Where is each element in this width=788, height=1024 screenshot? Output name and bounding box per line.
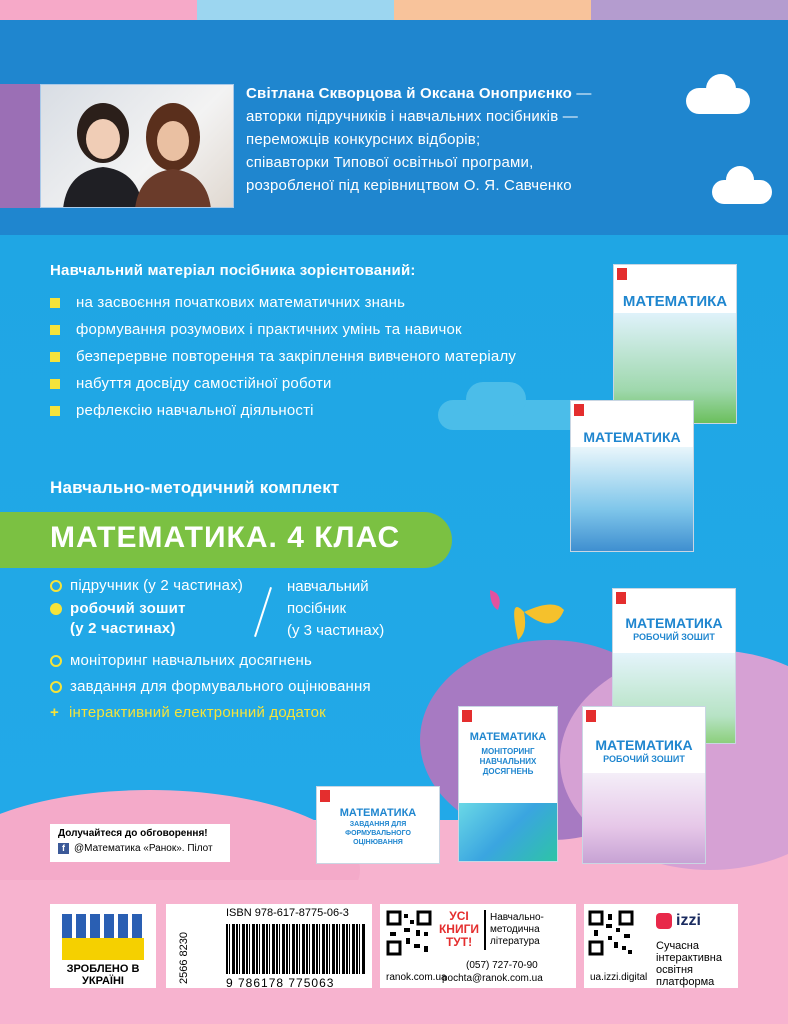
kit-note-line: навчальний bbox=[287, 578, 369, 595]
kit-title: Навчально-методичний комплект bbox=[50, 478, 340, 497]
accent-bar bbox=[0, 84, 40, 208]
izzi-logo-text: izzi bbox=[676, 912, 701, 929]
kit-item-current bbox=[50, 599, 186, 639]
book-subtitle: РОБОЧИЙ ЗОШИТ bbox=[603, 754, 685, 764]
author-names: Світлана Скворцова й Оксана Оноприєнко bbox=[246, 85, 572, 102]
author-dash: — bbox=[571, 85, 592, 102]
ring-bullet-icon bbox=[50, 681, 62, 693]
kit-item-text: робочий зошит bbox=[70, 600, 186, 617]
book-subtitle: МОНІТОРИНГ НАВЧАЛЬНИХ ДОСЯГНЕНЬ bbox=[479, 747, 537, 776]
barcode-number: 9 786178 775063 bbox=[226, 976, 335, 990]
bullet-square-icon bbox=[50, 298, 60, 308]
kit-item bbox=[50, 677, 371, 697]
feature-item bbox=[50, 294, 405, 311]
publisher-logo bbox=[320, 790, 330, 802]
kit-item-text: моніторинг навчальних досягнень bbox=[70, 652, 313, 669]
publisher-logo bbox=[462, 710, 472, 722]
feature-item bbox=[50, 321, 462, 338]
author-line: розробленої під керівництвом О. Я. Савченко bbox=[246, 177, 572, 194]
qr-code-icon[interactable] bbox=[588, 910, 634, 956]
feature-text: набуття досвіду самостійної роботи bbox=[76, 375, 332, 392]
book-title: МАТЕМАТИКА bbox=[595, 737, 693, 753]
qr-code-icon[interactable] bbox=[386, 910, 432, 956]
izzi-logo bbox=[656, 912, 701, 930]
bullet-square-icon bbox=[50, 325, 60, 335]
feature-item bbox=[50, 348, 516, 365]
book-title: МАТЕМАТИКА bbox=[583, 429, 681, 445]
book-title: МАТЕМАТИКА bbox=[625, 615, 723, 631]
book-cover-assessment bbox=[316, 786, 440, 864]
kit-item bbox=[50, 576, 243, 596]
author-line: переможців конкурсних відборів; bbox=[246, 131, 481, 148]
bullet-square-icon bbox=[50, 352, 60, 362]
barcode bbox=[226, 924, 366, 974]
publisher-email[interactable]: pochta@ranok.com.ua bbox=[442, 973, 543, 984]
author-line: авторки підручників і навчальних посібників — bbox=[246, 108, 578, 125]
publisher-phone: (057) 727-70-90 bbox=[466, 960, 538, 971]
features-title: Навчальний матеріал посібника зорієнтований: bbox=[50, 262, 416, 279]
kit-item bbox=[50, 651, 312, 671]
publisher-logo bbox=[586, 710, 596, 722]
izzi-site[interactable]: ua.izzi.digital bbox=[590, 972, 648, 983]
author-line: співавторки Типової освітньої програми, bbox=[246, 154, 534, 171]
bullet-square-icon bbox=[50, 379, 60, 389]
social-handle[interactable]: @Математика «Ранок». Пілот bbox=[74, 843, 213, 854]
bullet-square-icon bbox=[50, 406, 60, 416]
publisher-type: Навчально-методична література bbox=[490, 912, 544, 947]
feature-item bbox=[50, 375, 332, 392]
kit-item-text: підручник (у 2 частинах) bbox=[70, 577, 244, 594]
color-strip-3 bbox=[394, 0, 591, 20]
book-title: МАТЕМАТИКА bbox=[469, 731, 547, 743]
barcode-side-number: 2566 8230 bbox=[178, 932, 190, 984]
ukraine-flag-icon bbox=[62, 914, 144, 960]
book-subtitle: РОБОЧИЙ ЗОШИТ bbox=[633, 632, 715, 642]
made-in-ukraine-label: ЗРОБЛЕНО В УКРАЇНІ bbox=[66, 963, 140, 987]
promo-divider bbox=[484, 910, 486, 950]
feature-text: рефлексію навчальної діяльності bbox=[76, 402, 314, 419]
kit-item-text: завдання для формувального оцінювання bbox=[70, 678, 371, 695]
kit-note bbox=[287, 576, 384, 642]
feature-item bbox=[50, 402, 314, 419]
social-box[interactable] bbox=[50, 824, 230, 862]
kit-band-title: МАТЕМАТИКА. 4 КЛАС bbox=[50, 521, 401, 554]
authors-description bbox=[246, 82, 666, 197]
book-cover-textbook-2 bbox=[570, 400, 694, 552]
book-cover-monitoring bbox=[458, 706, 558, 862]
color-strip-4 bbox=[591, 0, 788, 20]
book-subtitle: ЗАВДАННЯ ДЛЯ ФОРМУВАЛЬНОГО ОЦІНЮВАННЯ bbox=[345, 821, 411, 846]
plus-icon: + bbox=[50, 704, 59, 721]
color-strip-1 bbox=[0, 0, 197, 20]
kit-item-text: інтерактивний електронний додаток bbox=[68, 704, 326, 721]
cloud-4 bbox=[466, 382, 526, 416]
butterfly-icon bbox=[484, 588, 568, 648]
authors-photo bbox=[40, 84, 234, 208]
social-callout: Долучайтеся до обговорення! bbox=[58, 828, 208, 839]
cloud-2b bbox=[726, 166, 754, 194]
book-cover-workbook-2 bbox=[582, 706, 706, 864]
isbn: ISBN 978-617-8775-06-3 bbox=[226, 907, 349, 919]
facebook-icon[interactable]: f bbox=[58, 843, 69, 854]
izzi-description: Сучасна інтерактивна освітня платформа bbox=[656, 940, 722, 988]
kit-note-line: (у 3 частинах) bbox=[287, 622, 385, 639]
publisher-logo bbox=[617, 268, 627, 280]
feature-text: безперервне повторення та закріплення вивченого матеріалу bbox=[76, 348, 517, 365]
kit-note-line: посібник bbox=[287, 600, 347, 617]
publisher-logo bbox=[574, 404, 584, 416]
cloud-1b bbox=[706, 74, 736, 104]
izzi-logo-icon bbox=[656, 913, 672, 929]
ring-bullet-icon bbox=[50, 655, 62, 667]
book-title: МАТЕМАТИКА bbox=[622, 293, 728, 310]
feature-text: формування розумових і практичних умінь та навичок bbox=[76, 321, 462, 338]
ring-bullet-icon bbox=[50, 580, 62, 592]
color-strip-2 bbox=[197, 0, 394, 20]
kit-item-text: (у 2 частинах) bbox=[70, 620, 176, 637]
publisher-logo bbox=[616, 592, 626, 604]
kit-item-addon bbox=[50, 703, 326, 723]
filled-bullet-icon bbox=[50, 603, 62, 615]
publisher-site[interactable]: ranok.com.ua bbox=[386, 972, 447, 983]
promo-label: УСІ КНИГИ ТУТ! bbox=[438, 909, 480, 949]
book-title: МАТЕМАТИКА bbox=[339, 807, 417, 819]
feature-text: на засвоєння початкових математичних знань bbox=[76, 294, 406, 311]
